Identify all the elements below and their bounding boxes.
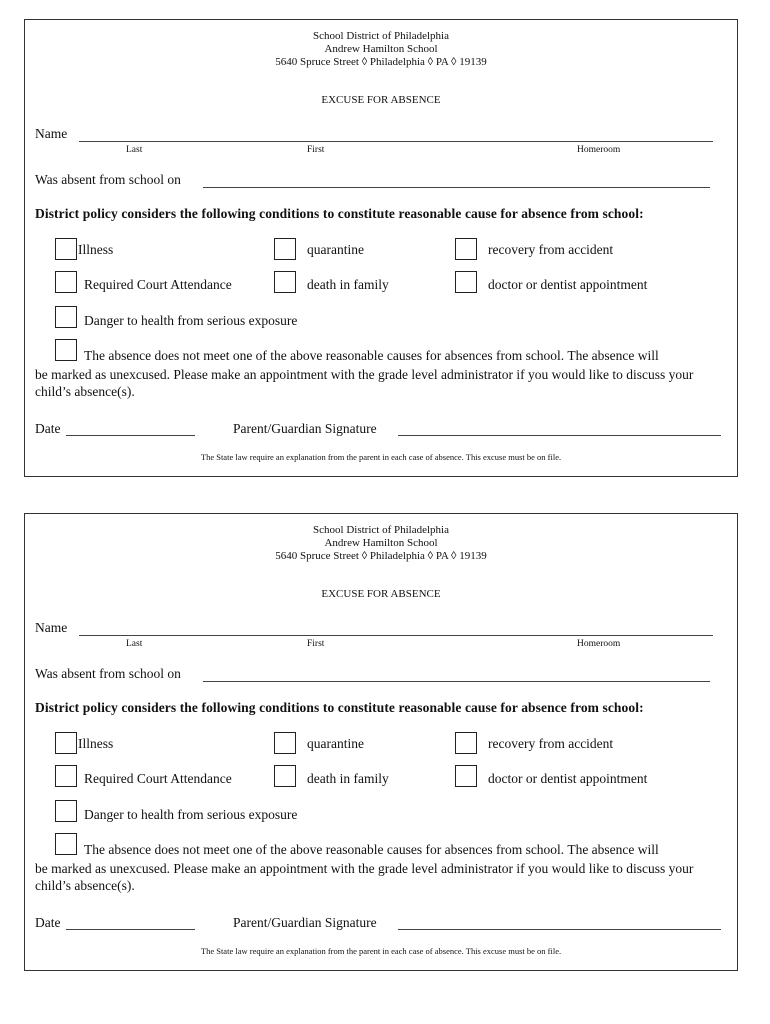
- illness-checkbox[interactable]: [55, 732, 77, 754]
- death-checkbox[interactable]: [274, 271, 296, 293]
- recovery-checkbox[interactable]: [455, 732, 477, 754]
- last-name-sublabel: Last: [126, 639, 143, 649]
- quarantine-label: quarantine: [307, 736, 364, 751]
- homeroom-sublabel: Homeroom: [577, 145, 621, 155]
- policy-statement: District policy considers the following conditions to constitute reasonable cause for absence from school:: [35, 700, 644, 715]
- absent-date-input-line[interactable]: [203, 187, 710, 188]
- name-label: Name: [35, 126, 68, 141]
- absent-date-label: Was absent from school on: [35, 172, 181, 187]
- unexcused-checkbox[interactable]: [55, 339, 77, 361]
- danger-label: Danger to health from serious exposure: [84, 807, 298, 822]
- doctor-label: doctor or dentist appointment: [488, 277, 648, 292]
- recovery-label: recovery from accident: [488, 736, 614, 751]
- name-input-line[interactable]: [79, 141, 713, 142]
- last-name-sublabel: Last: [126, 145, 143, 155]
- state-law-footer: The State law require an explanation from the parent in each case of absence. This excuse must be on file.: [200, 452, 562, 462]
- school-address: 5640 Spruce Street ◊ Philadelphia ◊ PA ◊ 19139: [275, 550, 487, 562]
- signature-input-line[interactable]: [398, 435, 721, 436]
- death-label: death in family: [307, 771, 389, 786]
- quarantine-label: quarantine: [307, 242, 364, 257]
- unexcused-continuation: be marked as unexcused. Please make an appointment with the grade level administrator if you would like to discuss your child’s absence(s).: [35, 367, 694, 399]
- death-checkbox[interactable]: [274, 765, 296, 787]
- absent-date-label: Was absent from school on: [35, 666, 181, 681]
- danger-checkbox[interactable]: [55, 800, 77, 822]
- signature-label: Parent/Guardian Signature: [233, 915, 377, 930]
- danger-label: Danger to health from serious exposure: [84, 313, 298, 328]
- excuse-form-1: [24, 19, 738, 477]
- date-input-line[interactable]: [66, 929, 195, 930]
- doctor-checkbox[interactable]: [455, 271, 477, 293]
- date-input-line[interactable]: [66, 435, 195, 436]
- date-label: Date: [35, 915, 61, 930]
- quarantine-checkbox[interactable]: [274, 238, 296, 260]
- unexcused-continuation: be marked as unexcused. Please make an appointment with the grade level administrator if you would like to discuss your child’s absence(s).: [35, 861, 694, 893]
- signature-label: Parent/Guardian Signature: [233, 421, 377, 436]
- court-checkbox[interactable]: [55, 271, 77, 293]
- unexcused-line-1: The absence does not meet one of the above reasonable causes for absences from school. The absence will: [84, 348, 659, 363]
- first-name-sublabel: First: [307, 145, 325, 155]
- form-title: EXCUSE FOR ABSENCE: [321, 588, 441, 600]
- policy-statement: District policy considers the following conditions to constitute reasonable cause for absence from school:: [35, 206, 644, 221]
- state-law-footer: The State law require an explanation from the parent in each case of absence. This excuse must be on file.: [200, 946, 562, 956]
- unexcused-checkbox[interactable]: [55, 833, 77, 855]
- court-label: Required Court Attendance: [84, 277, 232, 292]
- doctor-label: doctor or dentist appointment: [488, 771, 648, 786]
- form-title: EXCUSE FOR ABSENCE: [321, 94, 441, 106]
- recovery-checkbox[interactable]: [455, 238, 477, 260]
- death-label: death in family: [307, 277, 389, 292]
- absent-date-input-line[interactable]: [203, 681, 710, 682]
- illness-label: Illness: [78, 736, 114, 751]
- homeroom-sublabel: Homeroom: [577, 639, 621, 649]
- recovery-label: recovery from accident: [488, 242, 614, 257]
- signature-input-line[interactable]: [398, 929, 721, 930]
- excuse-form-2: [24, 513, 738, 971]
- district-name: School District of Philadelphia: [313, 30, 449, 42]
- school-name: Andrew Hamilton School: [324, 537, 438, 549]
- date-label: Date: [35, 421, 61, 436]
- court-label: Required Court Attendance: [84, 771, 232, 786]
- school-address: 5640 Spruce Street ◊ Philadelphia ◊ PA ◊ 19139: [275, 56, 487, 68]
- court-checkbox[interactable]: [55, 765, 77, 787]
- doctor-checkbox[interactable]: [455, 765, 477, 787]
- danger-checkbox[interactable]: [55, 306, 77, 328]
- illness-checkbox[interactable]: [55, 238, 77, 260]
- district-name: School District of Philadelphia: [313, 524, 449, 536]
- unexcused-line-1: The absence does not meet one of the above reasonable causes for absences from school. The absence will: [84, 842, 659, 857]
- first-name-sublabel: First: [307, 639, 325, 649]
- school-name: Andrew Hamilton School: [324, 43, 438, 55]
- quarantine-checkbox[interactable]: [274, 732, 296, 754]
- illness-label: Illness: [78, 242, 114, 257]
- name-input-line[interactable]: [79, 635, 713, 636]
- name-label: Name: [35, 620, 68, 635]
